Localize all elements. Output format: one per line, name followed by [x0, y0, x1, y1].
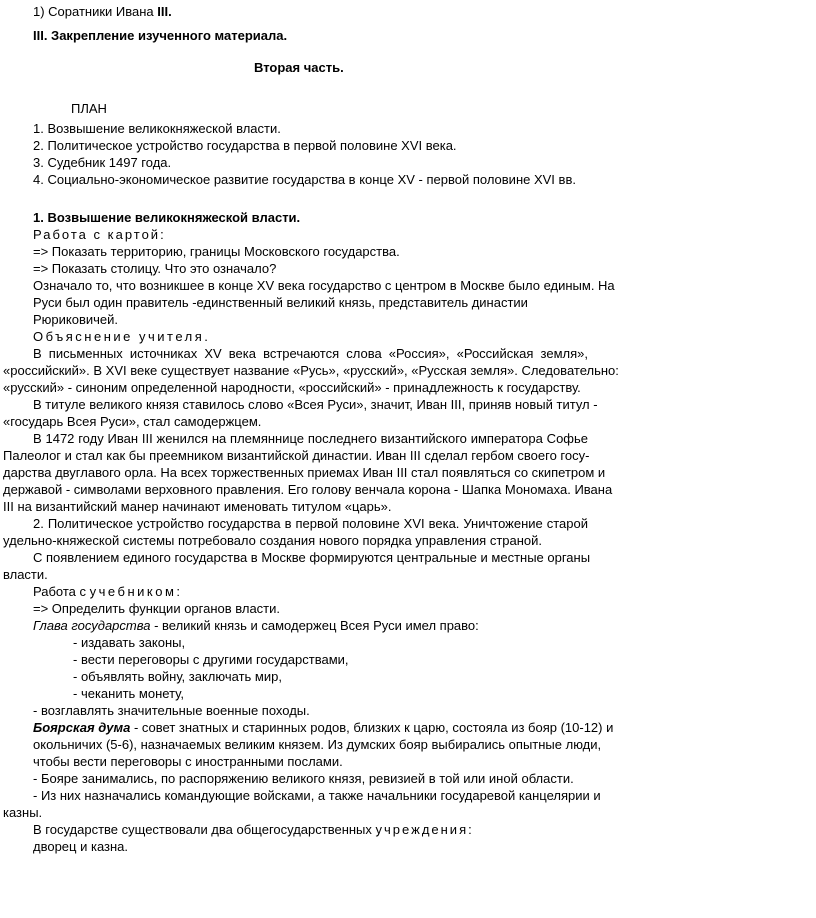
- paragraph-line: С появлением единого государства в Москве формируются центральные и местные органы: [33, 550, 591, 565]
- plan-item: 3. Судебник 1497 года.: [33, 155, 172, 170]
- paragraph-line: В титуле великого князя ставилось слово «Всея Руси», значит, Иван III, приняв новый титул -: [33, 397, 598, 412]
- section-heading: III. Закрепление изученного материала.: [33, 28, 288, 43]
- plan-title: ПЛАН: [71, 101, 107, 116]
- head-of-state-rest: - великий князь и самодержец Всея Руси имел право:: [150, 618, 479, 633]
- boyar-line: - Бояре занимались, по распоряжению великого князя, ревизией в той или иной области.: [33, 771, 574, 786]
- institutions-list: дворец и казна.: [33, 839, 129, 854]
- item-line: [33, 3, 172, 20]
- paragraph-line: власти.: [3, 567, 48, 582]
- meaning-line: Означало то, что возникшее в конце XV века государство с центром в Москве было единым. На: [33, 278, 615, 293]
- duma-line: окольничих (5-6), назначаемых великим князем. Из думских бояр выбирались опытные люди,: [33, 737, 602, 752]
- textbook-work-spaced: учебником:: [89, 584, 183, 599]
- map-task: => Показать территорию, границы Московского государства.: [33, 244, 400, 259]
- duma-term: Боярская дума: [33, 720, 131, 735]
- plan-item: 1. Возвышение великокняжеской власти.: [33, 121, 281, 136]
- paragraph-line: 2. Политическое устройство государства в первой половине XVI века. Уничтожение старой: [33, 516, 588, 531]
- textbook-task: => Определить функции органов власти.: [33, 601, 281, 616]
- paragraph-line: дарства двуглавого орла. На всех торжественных приемах Иван III стал появляться со скипетром и: [3, 465, 606, 480]
- item-text: 1) Соратники Ивана: [33, 4, 154, 19]
- paragraph-line: «российский». В XVI веке существует название «Русь», «русский», «Русская земля». Следовательно:: [3, 363, 619, 378]
- paragraph-line: державой - символами верховного правления. Его голову венчала корона - Шапка Мономаха. Ивана: [3, 482, 613, 497]
- right-item: - объявлять войну, заключать мир,: [73, 669, 282, 684]
- institutions-spaced: учреждения:: [375, 822, 474, 837]
- duma-text: - совет знатных и старинных родов, близких к царю, состояла из бояр (10-12) и: [130, 720, 614, 735]
- head-of-state-line: [33, 617, 479, 634]
- roman-numeral: III.: [157, 4, 172, 19]
- map-work-label: Работа с картой:: [33, 227, 166, 242]
- paragraph-line: В 1472 году Иван III женился на племяннице последнего византийского императора Софье: [33, 431, 588, 446]
- right-item: - издавать законы,: [73, 635, 186, 650]
- textbook-work-prefix: Работа с: [33, 584, 87, 599]
- teacher-explanation-label: Объяснение учителя.: [33, 329, 211, 344]
- meaning-line: Руси был один правитель -единственный великий князь, представитель династии: [33, 295, 528, 310]
- right-item: - возглавлять значительные военные походы.: [33, 703, 310, 718]
- boyar-line: - Из них назначались командующие войсками, а также начальники государевой канцелярии и: [33, 788, 601, 803]
- map-task: => Показать столицу. Что это означало?: [33, 261, 277, 276]
- plan-item: 2. Политическое устройство государства в первой половине XVI века.: [33, 138, 457, 153]
- meaning-line: Рюриковичей.: [33, 312, 119, 327]
- part-title: Вторая часть.: [254, 60, 344, 75]
- textbook-work-label: [33, 583, 183, 600]
- paragraph-line: «русский» - синоним определенной народности, «российский» - принадлежность к государству.: [3, 380, 581, 395]
- duma-line: [33, 719, 613, 736]
- plan-item: 4. Социально-экономическое развитие государства в конце XV - первой половине XVI вв.: [33, 172, 576, 187]
- paragraph-line: Палеолог и стал как бы преемником византийской династии. Иван III сделал гербом своего госу-: [3, 448, 590, 463]
- duma-line: чтобы вести переговоры с иностранными послами.: [33, 754, 343, 769]
- paragraph-line: «государь Всея Руси», стал самодержцем.: [3, 414, 262, 429]
- right-item: - вести переговоры с другими государствами,: [73, 652, 349, 667]
- paragraph-line: III на византийский манер начинают именовать титулом «царь».: [3, 499, 392, 514]
- right-item: - чеканить монету,: [73, 686, 184, 701]
- paragraph-line: удельно-княжеской системы потребовало создания нового порядка управления страной.: [3, 533, 543, 548]
- institutions-prefix: В государстве существовали два общегосударственных: [33, 822, 372, 837]
- boyar-line: казны.: [3, 805, 43, 820]
- section1-heading: 1. Возвышение великокняжеской власти.: [33, 210, 301, 225]
- paragraph-line: В письменных источниках XV века встречаются слова «Россия», «Российская земля»,: [33, 346, 588, 361]
- institutions-line: [33, 821, 474, 838]
- head-of-state-term: Глава государства: [33, 618, 151, 633]
